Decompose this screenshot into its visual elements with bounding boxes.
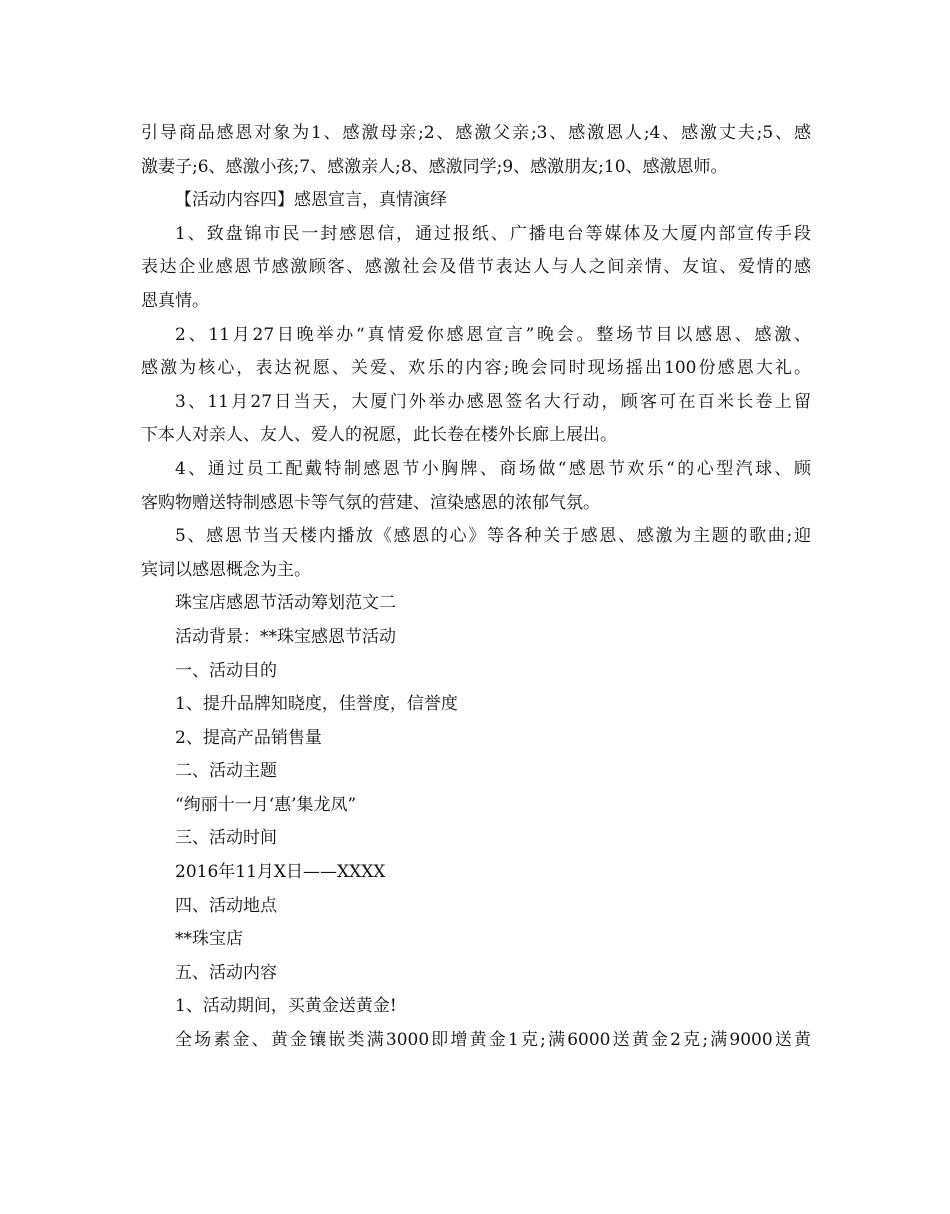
activity-background: 活动背景：**珠宝感恩节活动 [175,626,396,647]
document-title: 珠宝店感恩节活动筹划范文二 [175,593,396,614]
list-item: 1、活动期间，买黄金送黄金! [175,996,397,1017]
paragraph-line: 全场素金、黄金镶嵌类满3000即增黄金1克;满6000送黄金2克;满9000送黄 [175,1030,811,1051]
section-heading: 五、活动内容 [175,962,277,983]
paragraph-line: 恩真情。 [141,290,209,311]
section-heading: 四、活动地点 [175,895,277,916]
section-heading: 一、活动目的 [175,660,277,681]
section-heading: 二、活动主题 [175,761,277,782]
paragraph-line: 下本人对亲人、友人、爱人的祝愿，此长卷在楼外长廊上展出。 [141,425,617,446]
paragraph-line: 2、11月27日晚举办“真情爱你感恩宣言”晚会。整场节目以感恩、感激、 [175,324,811,345]
paragraph-line: 5、感恩节当天楼内播放《感恩的心》等各种关于感恩、感激为主题的歌曲;迎 [175,526,811,547]
section-heading: 【活动内容四】感恩宣言，真情演绎 [175,190,447,211]
paragraph-line: 1、致盘锦市民一封感恩信，通过报纸、广播电台等媒体及大厦内部宣传手段 [175,223,811,244]
paragraph-line: 3、11月27日当天，大厦门外举办感恩签名大行动，顾客可在百米长卷上留 [175,391,811,412]
activity-date: 2016年11月X日——XXXX [175,862,386,883]
activity-theme: “绚丽十一月‘惠’集龙凤” [175,794,357,815]
paragraph-line: 4、通过员工配戴特制感恩节小胸牌、商场做“感恩节欢乐“的心型汽球、顾 [175,458,811,479]
paragraph-line: 引导商品感恩对象为1、感激母亲;2、感激父亲;3、感激恩人;4、感激丈夫;5、感 [141,123,811,143]
paragraph-line: 宾词以感恩概念为主。 [141,559,311,580]
section-heading: 三、活动时间 [175,828,277,849]
paragraph-line: 表达企业感恩节感激顾客、感激社会及借节表达人与人之间亲情、友谊、爱情的感 [141,257,811,278]
list-item: 1、提升品牌知晓度，佳誉度，信誉度 [175,694,458,715]
activity-location: **珠宝店 [175,929,243,950]
paragraph-line: 客购物赠送特制感恩卡等气氛的营建、渲染感恩的浓郁气氛。 [141,492,600,513]
paragraph-line: 感激为核心，表达祝愿、关爱、欢乐的内容;晚会同时现场摇出100份感恩大礼。 [141,358,811,379]
paragraph-line: 激妻子;6、感激小孩;7、感激亲人;8、感激同学;9、感激朋友;10、感激恩师。 [141,156,728,177]
document-body [141,117,811,1058]
list-item: 2、提高产品销售量 [175,727,322,748]
